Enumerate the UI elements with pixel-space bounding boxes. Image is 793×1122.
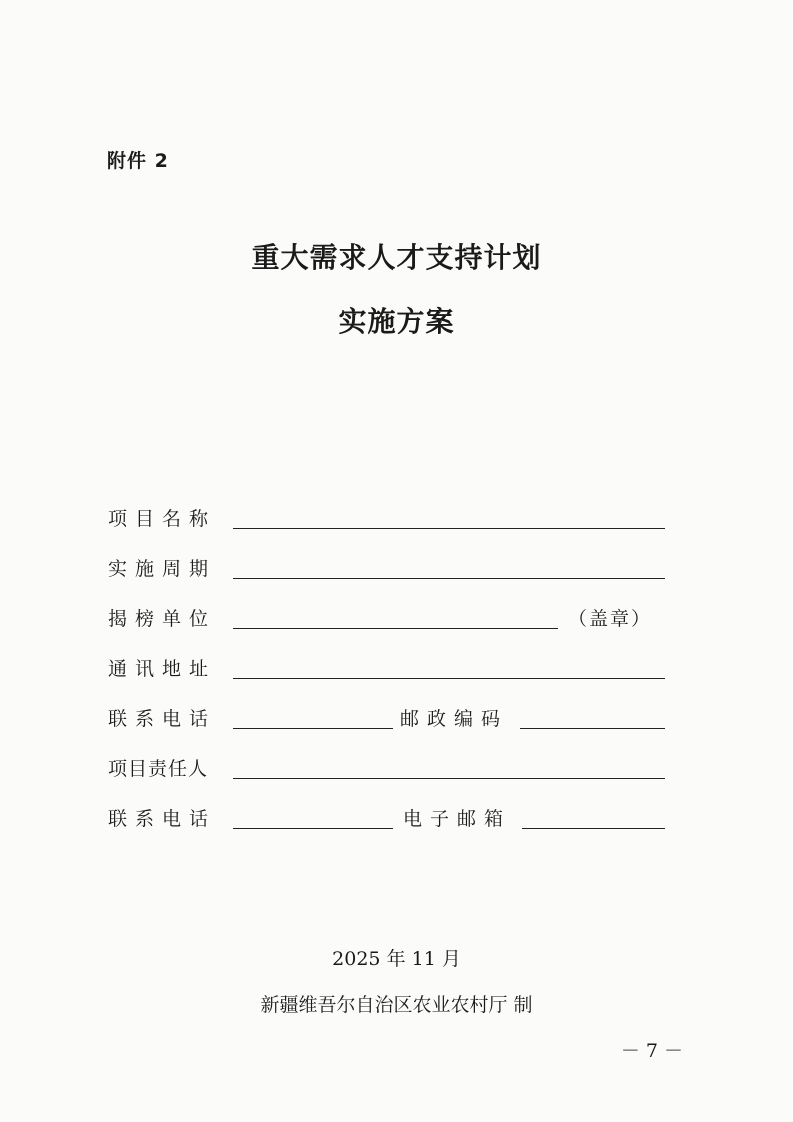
postcode-label: 邮政编码 [400,708,509,730]
issuer: 新疆维吾尔自治区农业农村厅 制 [260,994,533,1016]
phone2-label: 联系电话 [108,808,217,830]
email-label: 电子邮箱 [403,808,512,830]
phone-email-row [108,804,668,836]
leader-row [108,754,668,786]
address-label: 通讯地址 [108,658,217,680]
address-field[interactable] [233,678,665,679]
period-field[interactable] [233,578,665,579]
phone-postcode-row [108,704,668,736]
period-row [108,554,668,586]
seal-note: （盖章） [568,608,653,630]
postcode-field[interactable] [520,728,665,729]
leader-field[interactable] [233,778,665,779]
email-field[interactable] [522,828,665,829]
phone-label: 联系电话 [108,708,217,730]
page-number: － 7 － [620,1040,683,1062]
unit-row [108,604,668,636]
leader-label: 项目责任人 [108,758,209,780]
project-name-row [108,504,668,536]
phone2-field[interactable] [233,828,393,829]
document-title: 重大需求人才支持计划 [251,241,542,274]
issue-date: 2025 年 11 月 [332,948,461,970]
project-name-label: 项目名称 [108,508,217,530]
phone-field[interactable] [233,728,393,729]
unit-field[interactable] [233,628,558,629]
project-name-field[interactable] [233,528,665,529]
unit-label: 揭榜单位 [108,608,217,630]
attachment-label: 附件 2 [107,150,169,172]
address-row [108,654,668,686]
document-subtitle: 实施方案 [338,305,455,338]
period-label: 实施周期 [108,558,217,580]
